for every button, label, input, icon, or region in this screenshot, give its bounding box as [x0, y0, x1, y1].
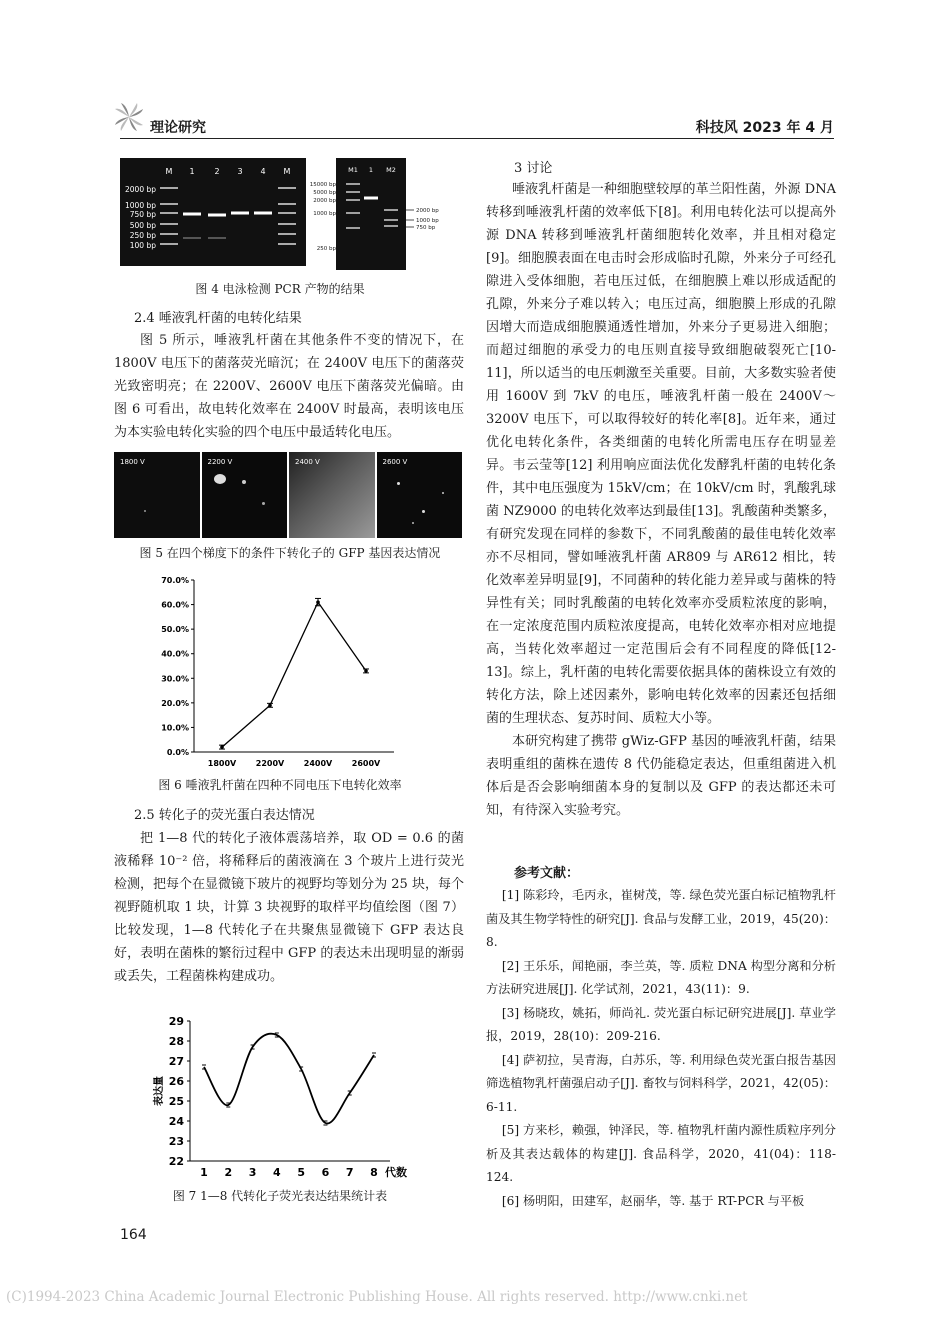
header-section: 理论研究 — [150, 120, 206, 136]
y-tick-label: 26 — [168, 1075, 184, 1088]
gel-b-lane-label: 1 — [368, 166, 374, 174]
references-title: 参考文献： — [514, 866, 580, 881]
x-tick-label: 1 — [200, 1166, 208, 1179]
fig7-chart — [150, 1015, 410, 1185]
x-tick-label: 6 — [321, 1166, 330, 1179]
section-3-paragraph-1: 唾液乳杆菌是一种细胞壁较厚的革兰阳性菌，外源 DNA 转移到唾液乳杆菌的效率低下[8]。利用电转化法可以提高外源 DNA 转移到唾液乳杆菌细胞转化效率，并且相对稳定[9]。细胞膜表面在电击时会形成临时孔隙，外来分子可经孔隙进入受体细胞，若电压过低，在细胞膜上难以形成适配的孔隙，外来分子难以转入；电压过高，细胞膜上形成的孔隙因增大而造成细胞膜通透性增加，外来分子更易进入细胞；而超过细胞的承受力的电压则直接导致细胞破裂死亡[10-11]，所以适当的电压刺激至关重要。目前，大多数实验者使用 1600V 到 7kV 的电压，唾液乳杆菌一般在 2400V～3200V 电压下，可以取得较好的转化率[8]。近年来，通过优化电转化条件，各类细菌的电转化所需电压存在明显差异。韦云莹等[12] 利用响应面法优化发酵乳杆菌的电转化条件，其中电压强度为 15kV/cm；在 10kV/cm 时，乳酸乳球菌 NZ9000 的电转化效率达到最佳[13]。乳酸菌种类繁多，有研究发现在同样的参数下，不同乳酸菌的最佳电转化效率亦不尽相同，譬如唾液乳杆菌 AR809 与 AR612 相比，转化效率差异明显[9]，不同菌种的转化能力差异或与菌株的特异性有关；同时乳酸菌的电转化效率亦受质粒浓度的影响，在一定浓度范围内质粒浓度提高，电转化效率亦相对应地提高，当转化效率超过一定范围后会有不同程度的降低[12-13]。综上，乳杆菌的电转化需要依据具体的菌株设立有效的转化方法，除上述因素外，影响电转化效率的因素还包括细菌的生理状态、复苏时间、质粒大小等。 — [486, 182, 836, 726]
fig4-caption: 图 4 电泳检测 PCR 产物的结果 — [195, 282, 365, 296]
data-point — [220, 745, 224, 749]
copyright-footer: (C)1994-2023 China Academic Journal Electronic Publishing House. All rights reserved. http://www.cnki.net — [6, 1289, 748, 1305]
y-tick-label: 28 — [168, 1035, 184, 1048]
x-tick-label: 2600V — [351, 759, 381, 768]
section-3-paragraph-2: 本研究构建了携带 gWiz-GFP 基因的唾液乳杆菌，结果表明重组的菌株在遗传 8 代仍能稳定表达，但重组菌进入机体后是否会影响细菌本身的复制以及 GFP 的表达都还未可知，有待深入实验考究。 — [486, 734, 836, 818]
gel-b-right-ladder-label: 750 bp — [416, 225, 436, 231]
gel-a-ladder-label: 100 bp — [129, 241, 156, 250]
gel-a-ladder-labels — [125, 185, 156, 250]
panel-2400v — [289, 452, 375, 538]
gel-b-left-ladder-label: 15000 bp — [309, 182, 336, 188]
y-tick-label: 30.0% — [161, 674, 189, 684]
gel-b-lane-labels — [348, 166, 396, 174]
x-tick-label: 2200V — [255, 759, 285, 768]
fig6-chart — [150, 572, 410, 782]
section-2-5-paragraph: 把 1—8 代的转化子液体震荡培养，取 OD = 0.6 的菌液稀释 10⁻² 倍，将稀释后的菌液滴在 3 个玻片上进行荧光检测，把每个在显微镜下玻片的视野均等划分为 25 块，每个视野随机取 1 块，计算 3 块视野的取样平均值绘图（图 7）比较发现，1—8 代转化子在共聚焦显微镜下 GFP 表达良好，表明在菌株的繁衍过程中 GFP 的表达未出现明显的渐弱或丢失，工程菌株构建成功。 — [114, 831, 464, 984]
gel-b-left-ladder-labels — [300, 158, 340, 270]
journal-logo — [112, 100, 146, 134]
series-curve — [204, 1034, 374, 1124]
x-tick-label: 8 — [370, 1166, 378, 1179]
section-2-5-title: 2.5 转化子的荧光蛋白表达情况 — [134, 808, 315, 823]
data-point — [268, 704, 272, 708]
y-tick-label: 40.0% — [161, 649, 189, 659]
data-point — [364, 669, 368, 673]
reference-item: [1] 陈彩玲，毛丙永，崔树茂，等. 绿色荧光蛋白标记植物乳杆菌及其生物学特性的研究[J]. 食品与发酵工业，2019，45(20)：8. — [486, 888, 836, 949]
gel-a-lane-label: 2 — [214, 167, 220, 176]
y-axis-label: 表达量 — [154, 1076, 165, 1106]
gel-b-left-ladder-label: 5000 bp — [313, 190, 336, 196]
reference-item: [4] 萨初拉，吴青海，白苏乐，等. 利用绿色荧光蛋白报告基因筛选植物乳杆菌强启动子[J]. 畜牧与饲料科学，2021，42(05)：6-11. — [486, 1052, 836, 1114]
y-tick-label: 24 — [168, 1115, 184, 1128]
panel-label: 1800 V — [120, 458, 145, 466]
y-tick-label: 50.0% — [161, 625, 189, 635]
gel-a-lane-label: 3 — [237, 167, 243, 176]
gel-a-ladder-label: 750 bp — [129, 210, 156, 219]
reference-item: [5] 方来杉，赖强，钟泽民，等. 植物乳杆菌内源性质粒序列分析及其表达载体的构建[J]. 食品科学，2020，41(04)：118-124. — [486, 1123, 836, 1184]
fig6-caption: 图 6 唾液乳杆菌在四种不同电压下电转化效率 — [158, 778, 402, 792]
page-number: 164 — [120, 1227, 147, 1243]
y-tick-label: 25 — [168, 1095, 184, 1108]
gel-b-lane-label: M1 — [348, 166, 358, 174]
panel-label: 2200 V — [207, 458, 233, 466]
gel-b-right-ladder-label: 2000 bp — [416, 208, 439, 214]
x-axis-label: 代数 — [385, 1166, 407, 1179]
y-tick-label: 27 — [168, 1055, 184, 1068]
reference-item: [6] 杨明阳，田建军，赵丽华，等. 基于 RT-PCR 与平板 — [501, 1193, 805, 1208]
gel-a-ladder-label: 250 bp — [129, 231, 156, 240]
y-tick-label: 22 — [168, 1155, 184, 1168]
fig5-caption: 图 5 在四个梯度下的条件下转化子的 GFP 基因表达情况 — [139, 546, 441, 560]
gel-a-lane-labels — [166, 167, 291, 176]
header-rule — [120, 138, 834, 139]
panel-2200v — [202, 452, 288, 538]
y-tick-label: 29 — [168, 1015, 184, 1028]
gel-a-lane-label: 4 — [260, 167, 266, 176]
gel-image-b — [336, 158, 406, 270]
gel-b-right-ladder-labels — [404, 158, 464, 270]
header-journal: 科技风 2023 年 4 月 — [695, 120, 834, 136]
x-tick-label: 1800V — [207, 759, 237, 768]
references-list — [486, 884, 836, 1213]
y-tick-label: 10.0% — [161, 723, 189, 733]
fig7-caption: 图 7 1—8 代转化子荧光表达结果统计表 — [172, 1189, 388, 1203]
panel-label: 2600 V — [382, 458, 408, 466]
gel-b-left-ladder-label: 2000 bp — [313, 198, 336, 204]
gel-a-ladder-label: 2000 bp — [125, 185, 156, 194]
x-tick-label: 2 — [224, 1166, 233, 1179]
section-2-4-title: 2.4 唾液乳杆菌的电转化结果 — [134, 311, 302, 326]
x-tick-label: 3 — [248, 1166, 257, 1179]
gel-image-a — [120, 158, 306, 266]
x-tick-label: 5 — [297, 1166, 305, 1179]
x-tick-label: 2400V — [303, 759, 333, 768]
gel-a-ladder-label: 1000 bp — [125, 201, 156, 210]
data-point — [316, 600, 320, 604]
y-tick-label: 60.0% — [161, 600, 189, 610]
x-tick-label: 4 — [273, 1166, 281, 1179]
gel-b-right-ladder-label: 1000 bp — [416, 218, 439, 224]
y-tick-label: 20.0% — [161, 698, 189, 708]
gel-b-left-ladder-label: 250 bp — [316, 246, 336, 252]
section-3-title: 3 讨论 — [514, 161, 553, 176]
section-2-4-paragraph: 图 5 所示，唾液乳杆菌在其他条件不变的情况下，在 1800V 电压下的菌落荧光暗沉；在 2400V 电压下的菌落荧光致密明亮；在 2200V、2600V 电压下菌落荧光偏暗。由图 6 可看出，故电转化效率在 2400V 时最高，表明该电压为本实验电转化实验的四个电压中最适转化电压。 — [114, 333, 464, 440]
panel-2600v — [377, 452, 463, 538]
gel-a-lane-label: M — [165, 167, 173, 176]
gel-a-lane-label: M — [283, 167, 291, 176]
y-tick-label: 0.0% — [166, 748, 189, 757]
gel-a-lane-label: 1 — [189, 167, 195, 176]
gel-a-ladder-label: 500 bp — [129, 221, 156, 230]
y-tick-label: 70.0% — [161, 576, 189, 585]
panel-1800v — [114, 452, 200, 538]
panel-label: 2400 V — [295, 458, 320, 466]
fluorescence-panels — [114, 452, 462, 538]
reference-item: [3] 杨晓玫，姚拓，师尚礼. 荧光蛋白标记研究进展[J]. 草业学报，2019，28(10)：209-216. — [486, 1005, 836, 1043]
gel-b-left-ladder-label: 1000 bp — [313, 211, 336, 217]
y-tick-label: 23 — [168, 1135, 184, 1148]
series-line — [222, 602, 366, 747]
x-tick-label: 7 — [345, 1166, 354, 1179]
reference-item: [2] 王乐乐，闻艳丽，李兰英，等. 质粒 DNA 构型分离和分析方法研究进展[J]. 化学试剂，2021，43(11)：9. — [486, 958, 836, 996]
gel-b-lane-label: M2 — [386, 166, 396, 174]
